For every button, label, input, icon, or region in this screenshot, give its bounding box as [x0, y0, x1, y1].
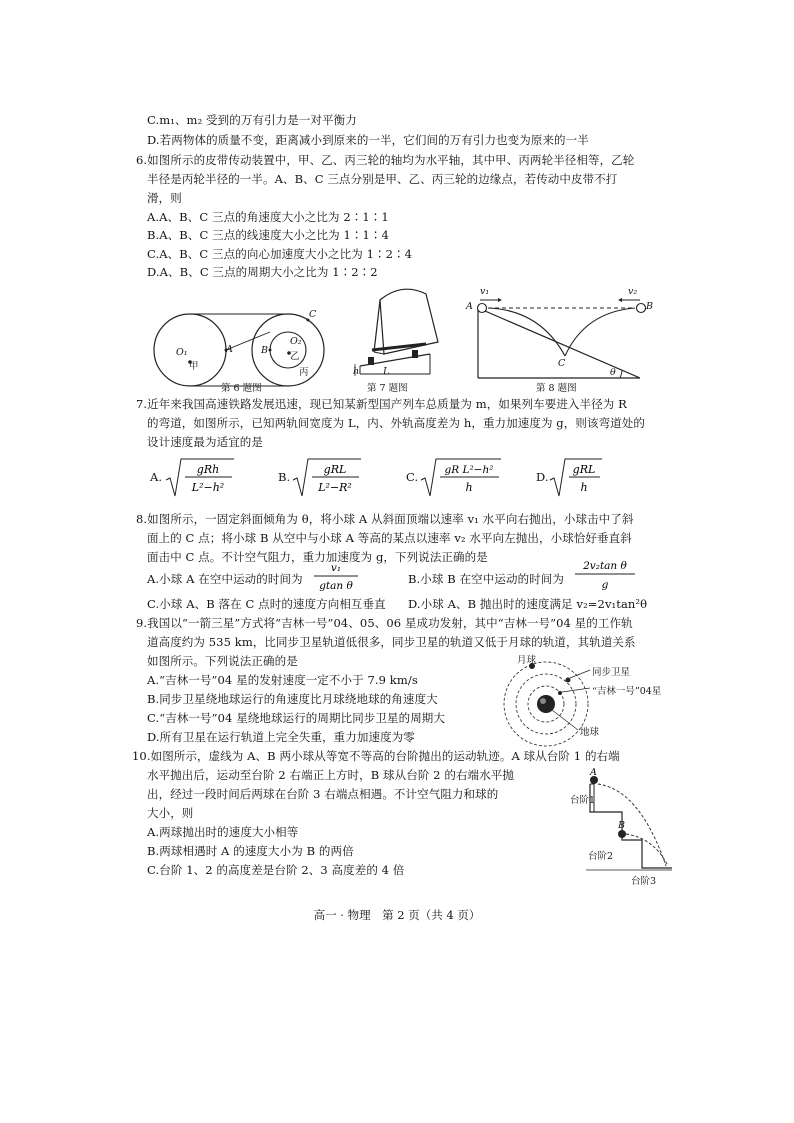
- q7-b-denominator: L²−R²: [318, 481, 352, 494]
- q7-stem-line2: 的弯道，如图所示，已知两轨间宽度为 L，内、外轨高度差为 h，重力加速度为 g，则该弯道处的: [147, 416, 645, 430]
- q8-b-denominator: g: [601, 579, 609, 591]
- q9-option-d: D.所有卫星在运行轨道上完全失重，重力加速度为零: [147, 730, 415, 744]
- q7-c-denominator: h: [465, 481, 473, 494]
- q7-stem-line3: 设计速度最为适宜的是: [147, 435, 263, 449]
- q9-stem-line1: 9.我国以“一箭三星”方式将“吉林一号”04、05、06 星成功发射，其中“吉林一号”04 星的工作轨: [136, 616, 633, 630]
- q10-option-c: C.台阶 1、2 的高度差是台阶 2、3 高度差的 4 倍: [147, 863, 405, 877]
- fig9-label-moon: 月球: [517, 655, 537, 666]
- q9-stem-line3: 如图所示。下列说法正确的是: [147, 654, 298, 668]
- fig10-label-step1: 台阶1: [570, 795, 596, 806]
- q7-option-b-label: B.: [278, 470, 291, 484]
- fig9-label-earth: 地球: [580, 727, 600, 738]
- fig10-label-step3: 台阶3: [631, 876, 657, 887]
- q10-stem-line1: 10.如图所示，虚线为 A、B 两小球从等宽不等高的台阶抛出的运动轨迹。A 球从台阶 1 的右端: [132, 749, 620, 763]
- fig6-label-o2: O₂: [290, 336, 302, 347]
- q8-option-b-text: B.小球 B 在空中运动的时间为: [408, 572, 564, 586]
- q6-option-a: A.A、B、C 三点的角速度大小之比为 2∶1∶1: [147, 210, 389, 224]
- fig6-label-c: C: [309, 309, 317, 320]
- q7-stem-line1: 7.近年来我国高速铁路发展迅速，现已知某新型国产列车总质量为 m，如果列车要进入半径为 R: [136, 397, 627, 411]
- fig8-label-v1: v₁: [480, 286, 490, 297]
- q10-option-a: A.两球抛出时的速度大小相等: [147, 825, 299, 839]
- q5-option-d: D.若两物体的质量不变，距离减小到原来的一半，它们间的万有引力也变为原来的一半: [147, 133, 589, 147]
- q8-option-a-formula: [312, 558, 362, 594]
- fig6-label-bing: 丙: [299, 367, 309, 378]
- fig8-caption: 第 8 题图: [536, 383, 577, 394]
- fig6-label-yi: 乙: [290, 351, 300, 362]
- fig8-label-v2: v₂: [628, 286, 638, 297]
- page-footer: 高一 · 物理 第 2 页（共 4 页）: [313, 908, 481, 922]
- q7-option-d-label: D.: [536, 470, 549, 484]
- q7-option-d-formula: [548, 456, 604, 500]
- q6-stem-line2: 半径是丙轮半径的一半。A、B、C 三点分别是甲、乙、丙三轮的边缘点，若传动中皮带不打: [147, 172, 618, 186]
- fig8-label-c: C: [558, 358, 566, 369]
- q5-option-c: C.m₁、m₂ 受到的万有引力是一对平衡力: [147, 113, 357, 127]
- q10-stem-line2: 水平抛出后，运动至台阶 2 右端正上方时，B 球从台阶 2 的右端水平抛: [147, 768, 514, 782]
- q7-option-b-formula: [291, 456, 363, 500]
- q6-option-c: C.A、B、C 三点的向心加速度大小之比为 1∶2∶4: [147, 247, 413, 261]
- q7-a-denominator: L²−h²: [191, 481, 225, 494]
- fig8-label-theta: θ: [610, 367, 616, 378]
- fig10-steps: [580, 770, 676, 882]
- fig7-caption: 第 7 题图: [367, 383, 408, 394]
- fig9-label-jilin: “吉林一号”04星: [592, 686, 662, 697]
- q7-option-c-label: C.: [406, 470, 419, 484]
- fig7-label-l: L: [383, 366, 390, 377]
- fig9-label-sync: 同步卫星: [592, 667, 631, 678]
- fig6-label-a: A: [226, 344, 233, 355]
- q6-stem-line1: 6.如图所示的皮带传动装置中，甲、乙、丙三轮的轴均为水平轴，其中甲、丙两轮半径相等，乙轮: [136, 153, 635, 167]
- fig6-label-jia: 甲: [189, 361, 199, 372]
- fig10-label-step2: 台阶2: [588, 851, 614, 862]
- q8-a-numerator: v₁: [330, 562, 342, 574]
- q8-option-a-text: A.小球 A 在空中运动的时间为: [147, 572, 303, 586]
- q7-option-c-formula: [419, 456, 503, 500]
- fig8-label-a: A: [466, 301, 473, 312]
- q7-b-numerator: gRL: [323, 463, 347, 476]
- fig10-label-a: A: [590, 767, 597, 778]
- q6-stem-line3: 滑，则: [147, 191, 182, 205]
- fig7-train-banked-curve: [350, 280, 440, 382]
- q8-option-d: D.小球 A、B 抛出时的速度满足 v₂=2v₁tan²θ: [408, 597, 648, 611]
- fig6-belt-drive: [148, 300, 348, 390]
- fig8-incline-projectiles: [470, 298, 650, 382]
- q7-d-numerator: gRL: [572, 463, 596, 476]
- q7-d-denominator: h: [580, 481, 588, 494]
- q7-c-numerator: gR L²−h²: [444, 464, 494, 476]
- q6-option-d: D.A、B、C 三点的周期大小之比为 1∶2∶2: [147, 265, 378, 279]
- q8-b-numerator: 2v₂tan θ: [583, 560, 627, 572]
- q10-stem-line3: 出，经过一段时间后两球在台阶 3 右端点相遇。不计空气阻力和球的: [147, 787, 499, 801]
- q8-stem-line1: 8.如图所示，一固定斜面倾角为 θ，将小球 A 从斜面顶端以速率 v₁ 水平向右抛出，小球击中了斜: [136, 512, 634, 526]
- fig6-label-b: B: [261, 345, 268, 356]
- q9-stem-line2: 道高度约为 535 km，比同步卫星轨道低很多，同步卫星的轨道又低于月球的轨道，其轨道关系: [147, 635, 636, 649]
- q8-option-b-formula: [573, 555, 639, 593]
- fig6-label-o1: O₁: [176, 347, 188, 358]
- q8-stem-line2: 面上的 C 点；将小球 B 从空中与小球 A 等高的某点以速率 v₂ 水平向左抛出，小球恰好垂直斜: [147, 531, 632, 545]
- q7-option-a-formula: [164, 456, 236, 500]
- q10-stem-line4: 大小，则: [147, 806, 194, 820]
- q8-stem-line3: 面击中 C 点。不计空气阻力，重力加速度为 g，下列说法正确的是: [147, 550, 488, 564]
- q7-a-numerator: gRh: [196, 463, 220, 476]
- fig10-label-b: B: [618, 820, 625, 831]
- fig6-caption: 第 6 题图: [221, 383, 262, 394]
- fig8-label-b: B: [646, 301, 653, 312]
- q9-option-b: B.同步卫星绕地球运行的角速度比月球绕地球的角速度大: [147, 692, 438, 706]
- q9-option-a: A.“吉林一号”04 星的发射速度一定不小于 7.9 km/s: [147, 673, 418, 687]
- fig7-label-h: h: [353, 366, 360, 377]
- q8-option-c: C.小球 A、B 落在 C 点时的速度方向相互垂直: [147, 597, 386, 611]
- q8-a-denominator: gtan θ: [319, 580, 353, 592]
- q7-option-a-label: A.: [150, 470, 163, 484]
- q10-option-b: B.两球相遇时 A 的速度大小为 B 的两倍: [147, 844, 354, 858]
- q9-option-c: C.“吉林一号”04 星绕地球运行的周期比同步卫星的周期大: [147, 711, 445, 725]
- q6-option-b: B.A、B、C 三点的线速度大小之比为 1∶1∶4: [147, 228, 389, 242]
